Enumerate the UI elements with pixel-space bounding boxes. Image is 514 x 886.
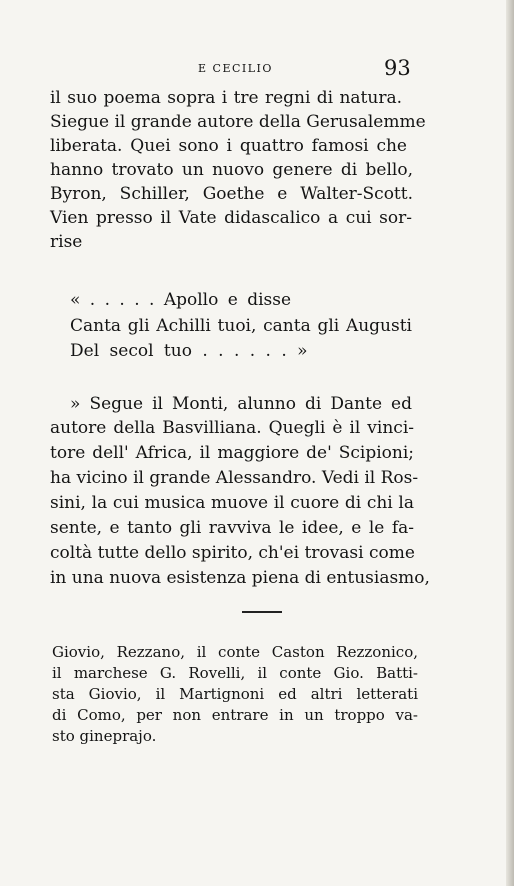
- footnote-line: Giovio, Rezzano, il conte Caston Rezzonico,: [52, 643, 418, 661]
- footnote-line: di Como, per non entrare in un troppo va-: [52, 706, 418, 724]
- body-line: liberata. Quei sono i quattro famosi che: [50, 136, 407, 156]
- body-line: il suo poema sopra i tre regni di natura.: [50, 88, 402, 108]
- page-header: [0, 56, 514, 82]
- running-head: E CECILIO: [198, 62, 273, 75]
- quote-line: Canta gli Achilli tuoi, canta gli Augusti: [70, 316, 412, 336]
- body-line: Vien presso il Vate didascalico a cui sor-: [50, 208, 412, 228]
- body-line: rise: [50, 232, 83, 252]
- quote-line: Del secol tuo . . . . . . »: [70, 341, 308, 361]
- quote-line: « . . . . . Apollo e disse: [70, 290, 292, 310]
- footnote-line: sto gineprajo.: [52, 727, 157, 745]
- body-line: hanno trovato un nuovo genere di bello,: [50, 160, 413, 180]
- footnote-line: sta Giovio, il Martignoni ed altri letterati: [52, 685, 418, 703]
- body-line: sente, e tanto gli ravviva le idee, e le fa-: [50, 518, 414, 538]
- body-line: ha vicino il grande Alessandro. Vedi il Ros-: [50, 468, 419, 488]
- body-line: in una nuova esistenza piena di entusiasmo,: [50, 568, 430, 588]
- body-line: coltà tutte dello spirito, ch'ei trovasi come: [50, 543, 415, 563]
- footnote-line: il marchese G. Rovelli, il conte Gio. Batti-: [52, 664, 418, 682]
- body-line: sini, la cui musica muove il cuore di chi la: [50, 493, 414, 513]
- body-line: tore dell' Africa, il maggiore de' Scipioni;: [50, 443, 414, 463]
- body-line: autore della Basvilliana. Quegli è il vinci-: [50, 418, 414, 438]
- page-number: 93: [384, 56, 411, 80]
- body-line: Byron, Schiller, Goethe e Walter-Scott.: [50, 184, 413, 204]
- page-edge: [506, 0, 514, 886]
- body-line: Siegue il grande autore della Gerusalemme: [50, 112, 426, 132]
- footnote-divider: [242, 611, 282, 613]
- body-line: » Segue il Monti, alunno di Dante ed: [70, 394, 412, 414]
